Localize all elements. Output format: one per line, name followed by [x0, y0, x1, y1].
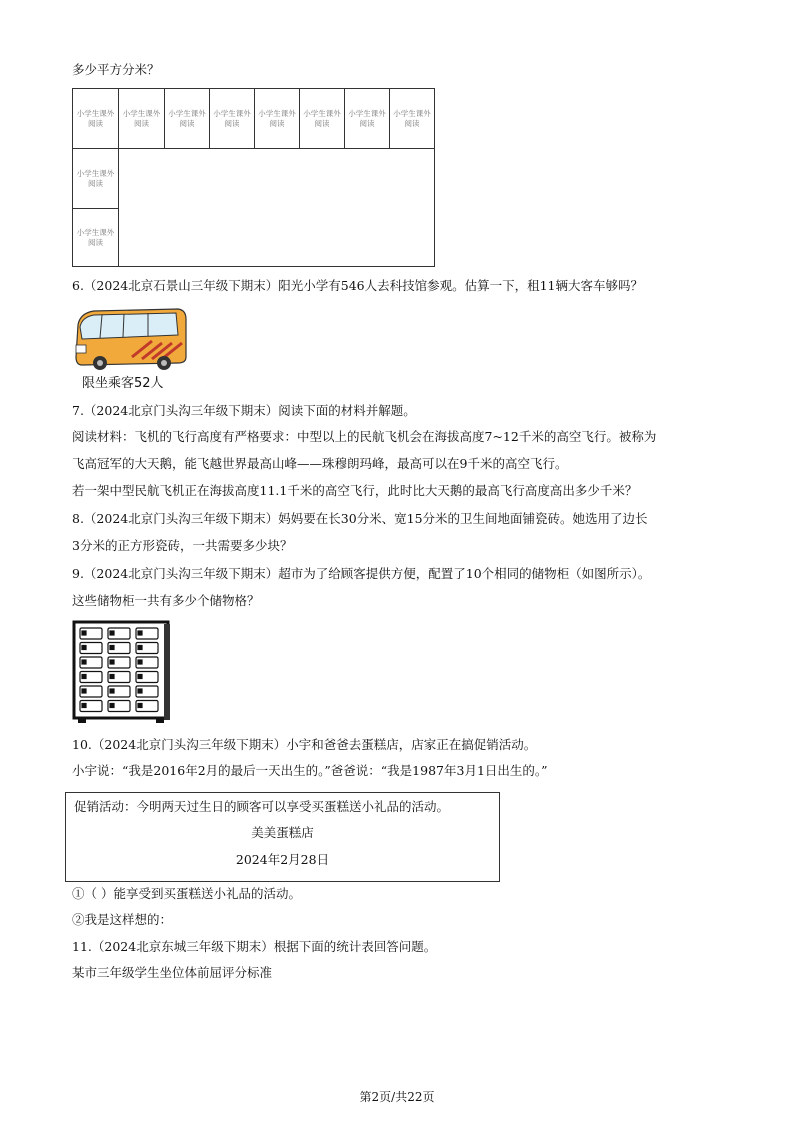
- book-tile-grid: [72, 88, 435, 267]
- grid-cell: 小学生课外阅读: [165, 89, 210, 149]
- q5-tail-text: 多少平方分米？: [72, 62, 160, 77]
- q10-dialog: 小宇说：“我是2016年2月的最后一天出生的。”爸爸说：“我是1987年3月1日出生的。”: [72, 763, 548, 778]
- grid-cell: 小学生课外阅读: [73, 89, 119, 149]
- q7-material-2: 飞高冠军的大天鹅，能飞越世界最高山峰——珠穆朗玛峰，最高可以在9千米的高空飞行。: [72, 456, 568, 471]
- grid-cell: 小学生课外阅读: [119, 89, 165, 149]
- grid-cell: 小学生课外阅读: [73, 149, 119, 209]
- grid-cell: 小学生课外阅读: [345, 89, 390, 149]
- q8-line-2: 3分米的正方形瓷砖，一共需要多少块？: [72, 538, 293, 553]
- notice-text: 促销活动：今明两天过生日的顾客可以享受买蛋糕送小礼品的活动。: [74, 799, 450, 814]
- promotion-notice-box: [65, 792, 500, 882]
- q8-line-1: 8.（2024北京门头沟三年级下期末）妈妈要在长30分米、宽15分米的卫生间地面铺瓷砖。她选用了边长: [72, 511, 648, 526]
- grid-cell: 小学生课外阅读: [390, 89, 434, 149]
- q11-header: 11.（2024北京东城三年级下期末）根据下面的统计表回答问题。: [72, 939, 437, 954]
- q9-line-2: 这些储物柜一共有多少个储物格？: [72, 593, 260, 608]
- grid-cell: 小学生课外阅读: [255, 89, 300, 149]
- storage-cabinet-illustration: [72, 620, 172, 724]
- grid-cell: 小学生课外阅读: [300, 89, 345, 149]
- page-footer: 第2页/共22页: [359, 1090, 435, 1104]
- q11-subtitle: 某市三年级学生坐位体前屈评分标准: [72, 965, 273, 980]
- grid-cell: 小学生课外阅读: [73, 209, 119, 266]
- q10-sub-2: ②我是这样想的：: [72, 912, 173, 927]
- notice-shop-name: 美美蛋糕店: [251, 825, 314, 840]
- q9-line-1: 9.（2024北京门头沟三年级下期末）超市为了给顾客提供方便，配置了10个相同的储物柜（如图所示）。: [72, 566, 651, 581]
- bus-caption: 限坐乘客52人: [82, 376, 164, 391]
- q6-text: 6.（2024北京石景山三年级下期末）阳光小学有546人去科技馆参观。估算一下，租11辆大客车够吗？: [72, 278, 644, 293]
- q10-sub-1: ①（ ）能享受到买蛋糕送小礼品的活动。: [72, 886, 301, 901]
- grid-cell: 小学生课外阅读: [210, 89, 255, 149]
- q10-header: 10.（2024北京门头沟三年级下期末）小宇和爸爸去蛋糕店，店家正在搞促销活动。: [72, 737, 537, 752]
- notice-date: 2024年2月28日: [235, 852, 330, 867]
- q7-material-1: 阅读材料：飞机的飞行高度有严格要求：中型以上的民航飞机会在海拔高度7~12千米的高空飞行。被称为: [72, 429, 657, 444]
- q7-header: 7.（2024北京门头沟三年级下期末）阅读下面的材料并解题。: [72, 403, 416, 418]
- bus-illustration: [72, 305, 190, 377]
- q7-question: 若一架中型民航飞机正在海拔高度11.1千米的高空飞行，此时比大天鹅的最高飞行高度高出多少千米？: [72, 483, 638, 498]
